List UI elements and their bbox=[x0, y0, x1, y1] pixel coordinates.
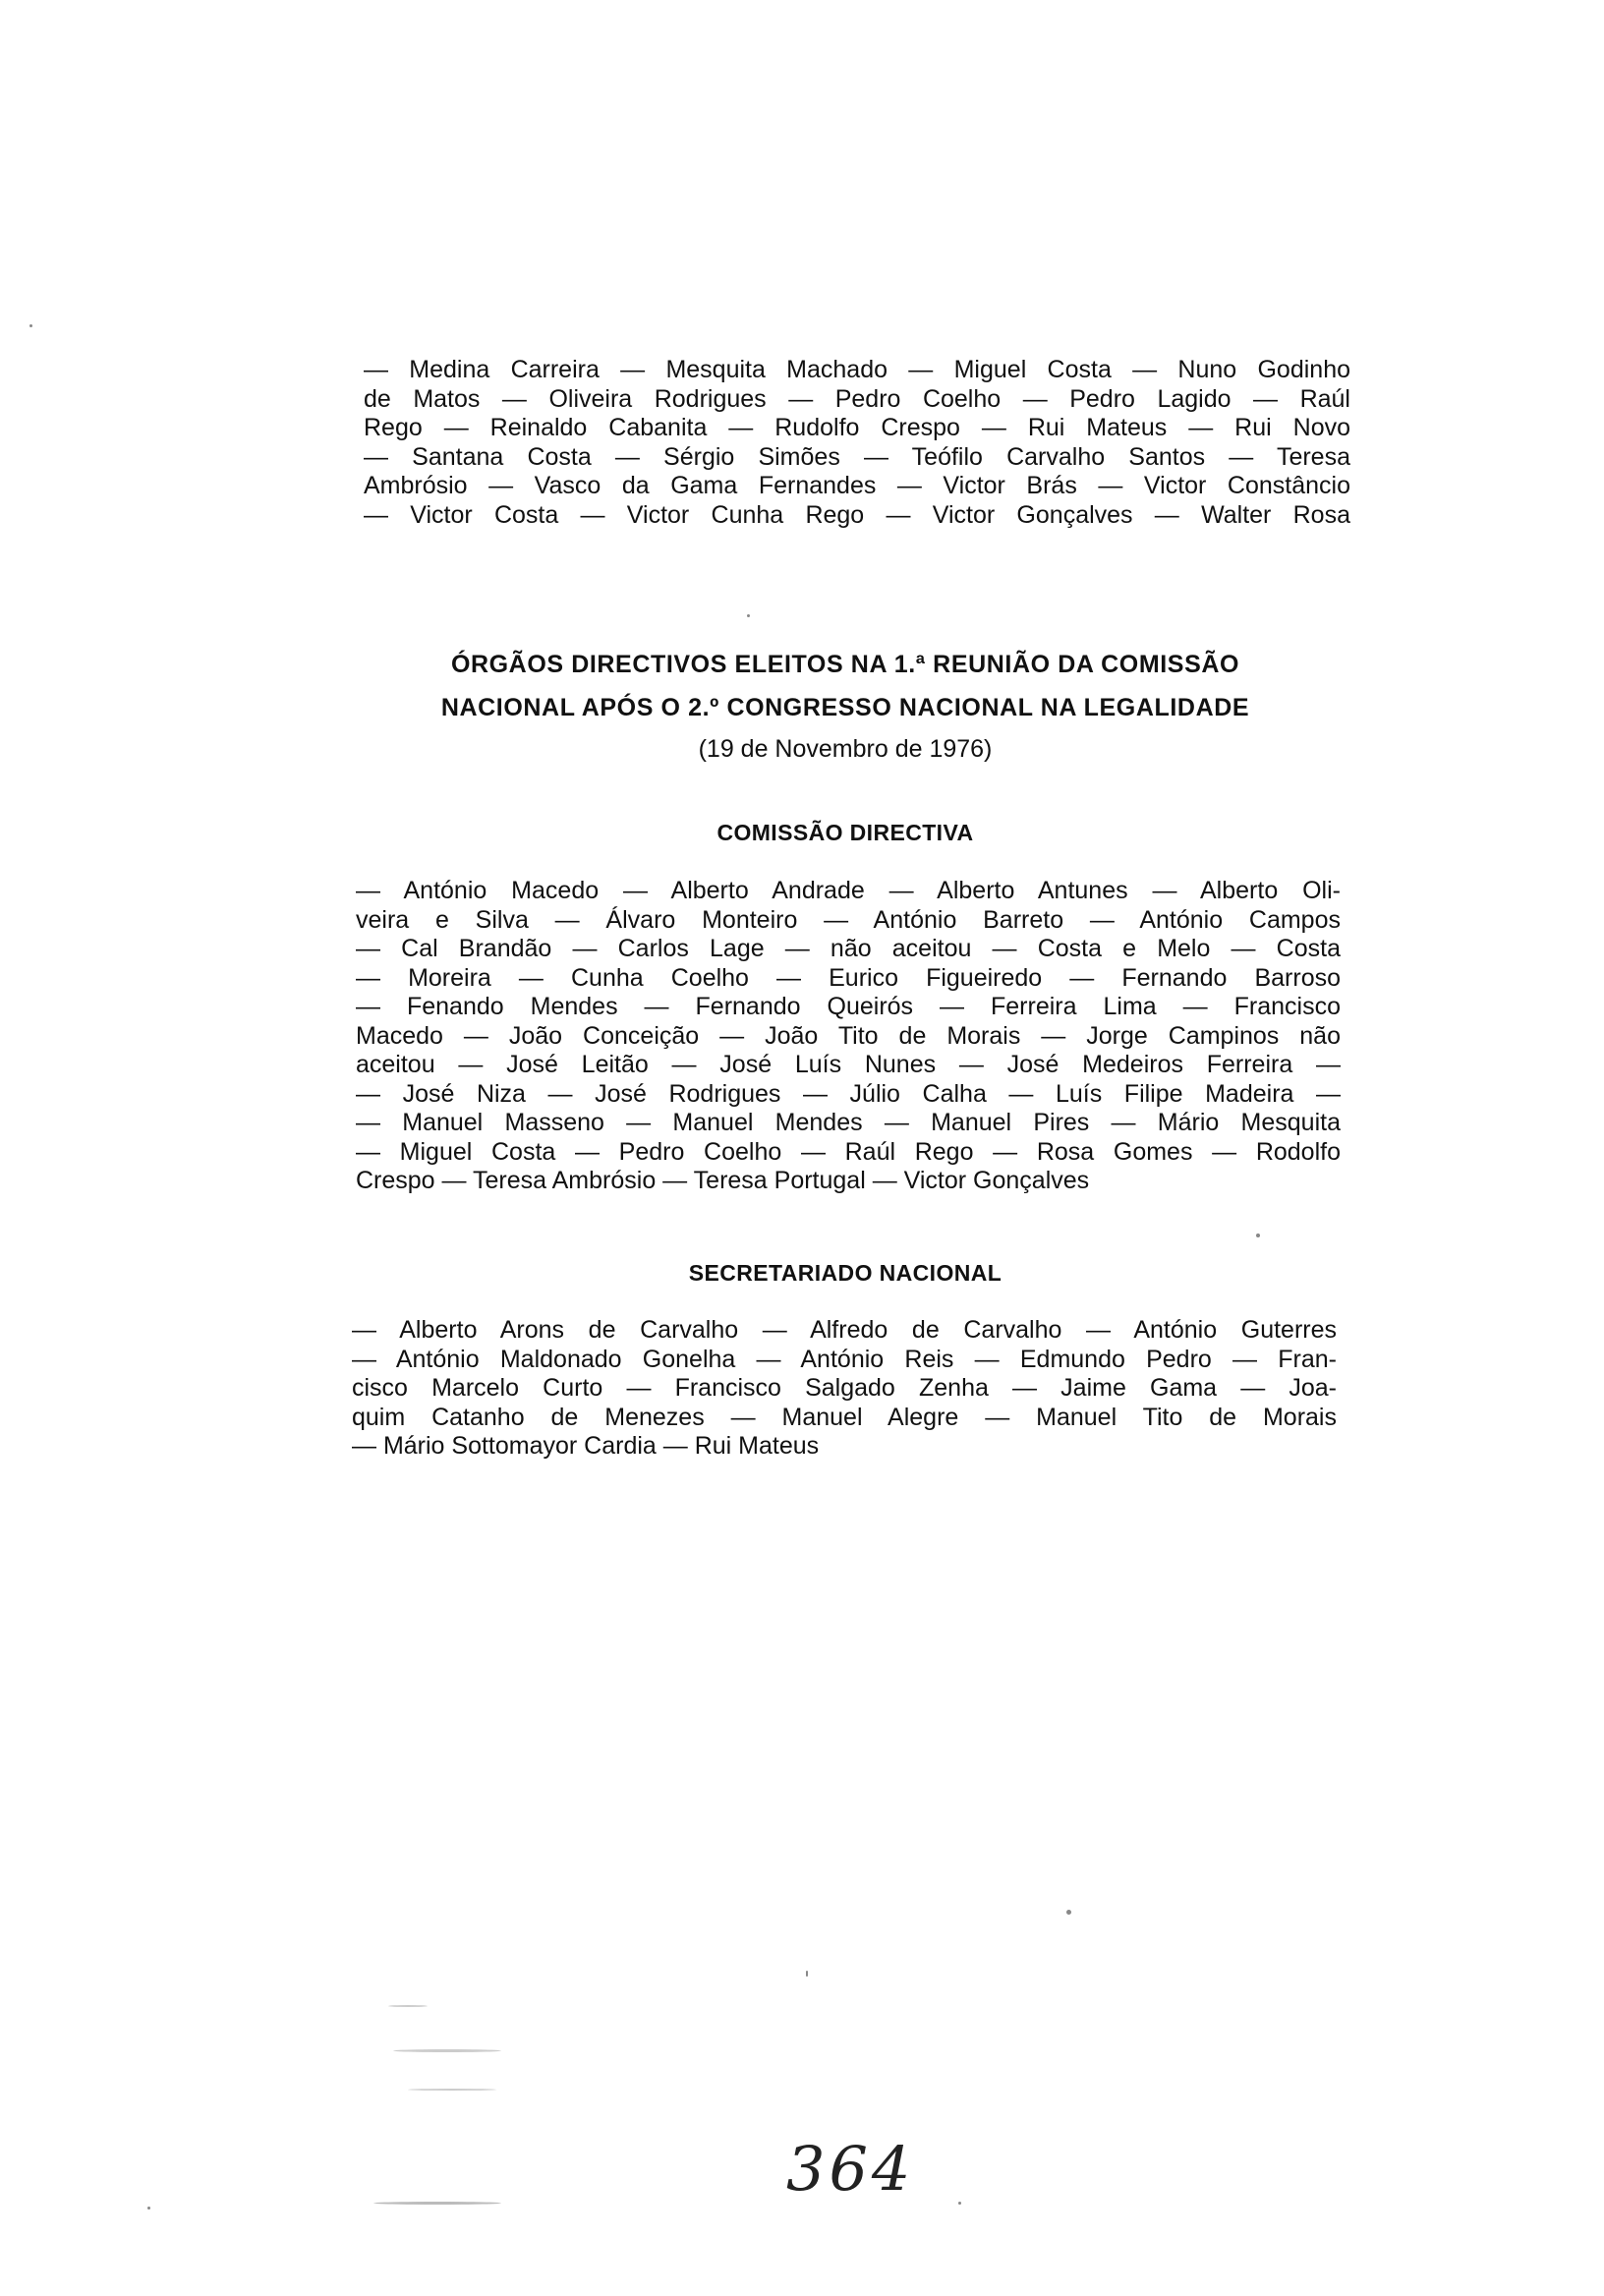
scan-speck bbox=[373, 2202, 501, 2205]
scan-speck bbox=[29, 324, 32, 327]
comissao-line: veira e Silva — Álvaro Monteiro — António Barreto — António Campos bbox=[356, 905, 1341, 934]
secretariado-line: — Alberto Arons de Carvalho — Alfredo de Carvalho — António Guterres bbox=[352, 1316, 1337, 1344]
comissao-line: — Miguel Costa — Pedro Coelho — Raúl Rego — Rosa Gomes — Rodolfo bbox=[356, 1137, 1341, 1166]
intro-line: — Medina Carreira — Mesquita Machado — Miguel Costa — Nuno Godinho bbox=[364, 356, 1350, 383]
comissao-directiva-list bbox=[356, 877, 1341, 1196]
section-heading-line-2: NACIONAL APÓS O 2.º CONGRESSO NACIONAL NA LEGALIDADE bbox=[440, 694, 1250, 721]
scan-speck bbox=[1256, 1234, 1260, 1237]
comissao-line: aceitou — José Leitão — José Luís Nunes — José Medeiros Ferreira — bbox=[356, 1051, 1341, 1078]
heading-date: (19 de Novembro de 1976) bbox=[698, 735, 993, 763]
secretariado-nacional-title: SECRETARIADO NACIONAL bbox=[688, 1260, 1002, 1286]
comissao-line: — Cal Brandão — Carlos Lage — não aceitou — Costa e Melo — Costa bbox=[356, 935, 1341, 962]
comissao-line: — Moreira — Cunha Coelho — Eurico Figueiredo — Fernando Barroso bbox=[356, 963, 1341, 992]
scan-speck bbox=[958, 2202, 961, 2205]
secretariado-line: cisco Marcelo Curto — Francisco Salgado Zenha — Jaime Gama — Joa- bbox=[352, 1374, 1337, 1402]
comissao-line: — Manuel Masseno — Manuel Mendes — Manuel Pires — Mário Mesquita bbox=[356, 1109, 1341, 1136]
scan-speck bbox=[747, 614, 750, 617]
scan-speck bbox=[388, 2005, 428, 2007]
comissao-line: Crespo — Teresa Ambrósio — Teresa Portugal — Victor Gonçalves bbox=[356, 1167, 1090, 1194]
scan-speck bbox=[1066, 1910, 1071, 1915]
intro-name-list bbox=[364, 356, 1350, 530]
scan-speck bbox=[806, 1971, 808, 1977]
scan-speck bbox=[393, 2049, 501, 2052]
comissao-line: Macedo — João Conceição — João Tito de Morais — Jorge Campinos não bbox=[356, 1021, 1341, 1050]
scan-speck bbox=[147, 2207, 150, 2210]
intro-line: — Santana Costa — Sérgio Simões — Teófilo Carvalho Santos — Teresa bbox=[364, 442, 1350, 471]
comissao-line: — José Niza — José Rodrigues — Júlio Calha — Luís Filipe Madeira — bbox=[356, 1079, 1341, 1108]
comissao-line: — Fenando Mendes — Fernando Queirós — Ferreira Lima — Francisco bbox=[356, 993, 1341, 1020]
scan-speck bbox=[408, 2089, 496, 2091]
secretariado-line: quim Catanho de Menezes — Manuel Alegre — Manuel Tito de Morais bbox=[352, 1403, 1337, 1431]
comissao-line: — António Macedo — Alberto Andrade — Alberto Antunes — Alberto Oli- bbox=[356, 877, 1341, 904]
comissao-directiva-title: COMISSÃO DIRECTIVA bbox=[716, 820, 974, 845]
handwritten-page-number: 364 bbox=[786, 2133, 915, 2205]
intro-line: de Matos — Oliveira Rodrigues — Pedro Coelho — Pedro Lagido — Raúl bbox=[364, 384, 1350, 413]
secretariado-nacional-list bbox=[352, 1316, 1337, 1462]
intro-line: Rego — Reinaldo Cabanita — Rudolfo Crespo — Rui Mateus — Rui Novo bbox=[364, 414, 1350, 441]
secretariado-line: — Mário Sottomayor Cardia — Rui Mateus bbox=[352, 1432, 820, 1460]
intro-line: Ambrósio — Vasco da Gama Fernandes — Victor Brás — Victor Constâncio bbox=[364, 472, 1350, 499]
section-heading-line-1: ÓRGÃOS DIRECTIVOS ELEITOS NA 1.ª REUNIÃO DA COMISSÃO bbox=[450, 651, 1240, 678]
intro-line: — Victor Costa — Victor Cunha Rego — Victor Gonçalves — Walter Rosa bbox=[364, 500, 1350, 529]
secretariado-line: — António Maldonado Gonelha — António Reis — Edmundo Pedro — Fran- bbox=[352, 1345, 1337, 1373]
